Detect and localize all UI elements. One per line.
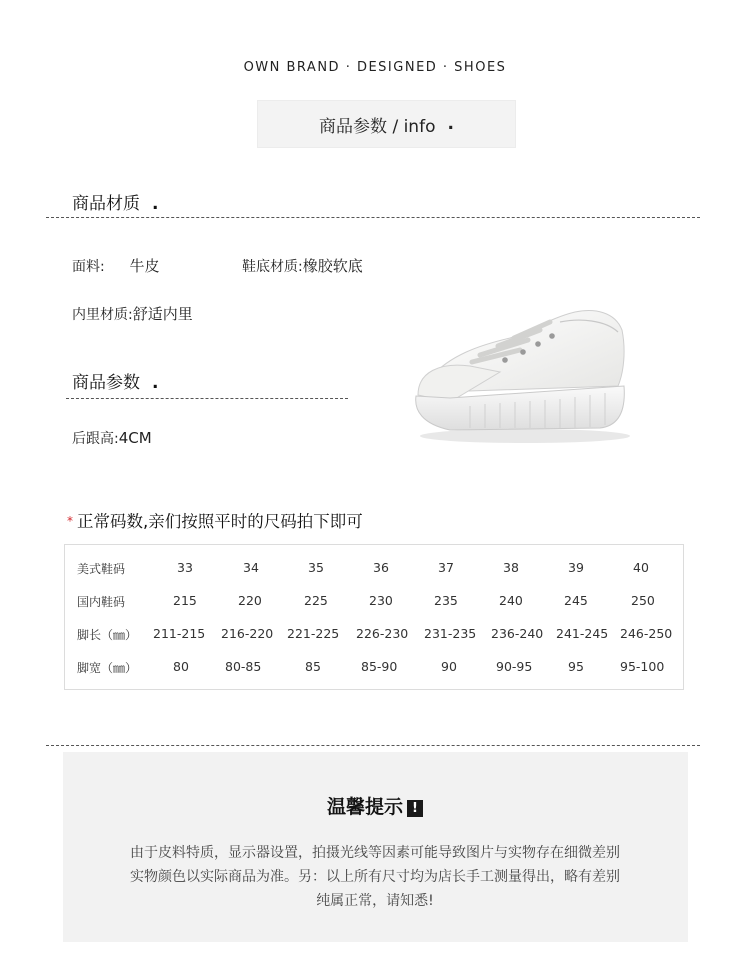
table-cell: 95 [568, 659, 584, 674]
params-heading-dot: . [152, 373, 159, 393]
materials-heading-text: 商品材质 [72, 194, 140, 214]
sole-value: 橡胶软底 [302, 257, 363, 275]
materials-divider [46, 217, 700, 218]
table-cell: 85 [305, 659, 321, 674]
info-title-box [257, 100, 516, 148]
table-row [65, 659, 685, 679]
table-cell: 220 [238, 593, 262, 608]
heel-value: 4CM [118, 429, 152, 447]
table-cell: 246-250 [620, 626, 673, 641]
fabric-value: 牛皮 [129, 257, 160, 275]
params-heading [72, 368, 158, 393]
tips-line: 由于皮料特质，显示器设置，拍摄光线等因素可能导致图片与实物存在细微差别 [130, 845, 620, 861]
table-row [65, 593, 685, 613]
materials-heading [72, 189, 158, 214]
info-title-dot: . [447, 114, 454, 134]
table-cell: 80-85 [225, 659, 262, 674]
table-row [65, 626, 685, 646]
table-cell: 215 [173, 593, 197, 608]
table-cell: 230 [369, 593, 393, 608]
tips-heading-text: 温馨提示 [326, 796, 403, 818]
tips-divider [46, 745, 700, 746]
table-cell: 250 [631, 593, 655, 608]
table-cell: 85-90 [361, 659, 398, 674]
sole-key: 鞋底材质: [242, 259, 303, 275]
row-label: 美式鞋码 [77, 562, 126, 576]
fabric-key: 面料: [72, 259, 105, 275]
brand-tagline: OWN BRAND · DESIGNED · SHOES [243, 60, 507, 75]
table-cell: 37 [438, 560, 454, 575]
size-table [64, 544, 684, 690]
table-cell: 216-220 [221, 626, 274, 641]
table-cell: 226-230 [356, 626, 409, 641]
table-cell: 241-245 [556, 626, 609, 641]
row-label: 国内鞋码 [77, 595, 126, 609]
table-cell: 90 [441, 659, 457, 674]
params-divider [66, 398, 348, 399]
table-cell: 39 [568, 560, 584, 575]
table-cell: 221-225 [287, 626, 340, 641]
table-cell: 240 [499, 593, 523, 608]
table-cell: 33 [177, 560, 193, 575]
lining-value: 舒适内里 [132, 305, 193, 323]
warning-icon: ! [407, 800, 423, 817]
fabric-field [72, 255, 160, 276]
table-cell: 35 [308, 560, 324, 575]
tips-line: 纯属正常，请知悉! [316, 893, 434, 909]
tips-line: 实物颜色以实际商品为准。另：以上所有尺寸均为店长手工测量得出，略有差别 [130, 869, 620, 885]
params-heading-text: 商品参数 [72, 373, 140, 393]
table-cell: 245 [564, 593, 588, 608]
product-shoe-image [410, 300, 635, 450]
note-star: * [67, 514, 73, 528]
table-cell: 38 [503, 560, 519, 575]
size-note [67, 508, 363, 532]
sole-field [242, 255, 363, 276]
heel-field [72, 428, 152, 448]
table-cell: 211-215 [153, 626, 206, 641]
table-cell: 95-100 [620, 659, 665, 674]
table-cell: 90-95 [496, 659, 533, 674]
table-cell: 34 [243, 560, 259, 575]
row-label: 脚长（㎜） [77, 628, 138, 642]
lining-key: 内里材质: [72, 307, 133, 323]
materials-heading-dot: . [152, 194, 159, 214]
table-row [65, 560, 685, 580]
lining-field [72, 303, 193, 324]
size-note-text: 正常码数,亲们按照平时的尺码拍下即可 [77, 512, 363, 531]
tips-heading [0, 792, 750, 819]
table-cell: 80 [173, 659, 189, 674]
heel-key: 后跟高: [72, 431, 119, 447]
table-cell: 231-235 [424, 626, 477, 641]
table-cell: 236-240 [491, 626, 544, 641]
table-cell: 235 [434, 593, 458, 608]
table-cell: 40 [633, 560, 649, 575]
table-cell: 36 [373, 560, 389, 575]
row-label: 脚宽（㎜） [77, 661, 138, 675]
table-cell: 225 [304, 593, 328, 608]
info-title: 商品参数 / info [319, 116, 436, 137]
